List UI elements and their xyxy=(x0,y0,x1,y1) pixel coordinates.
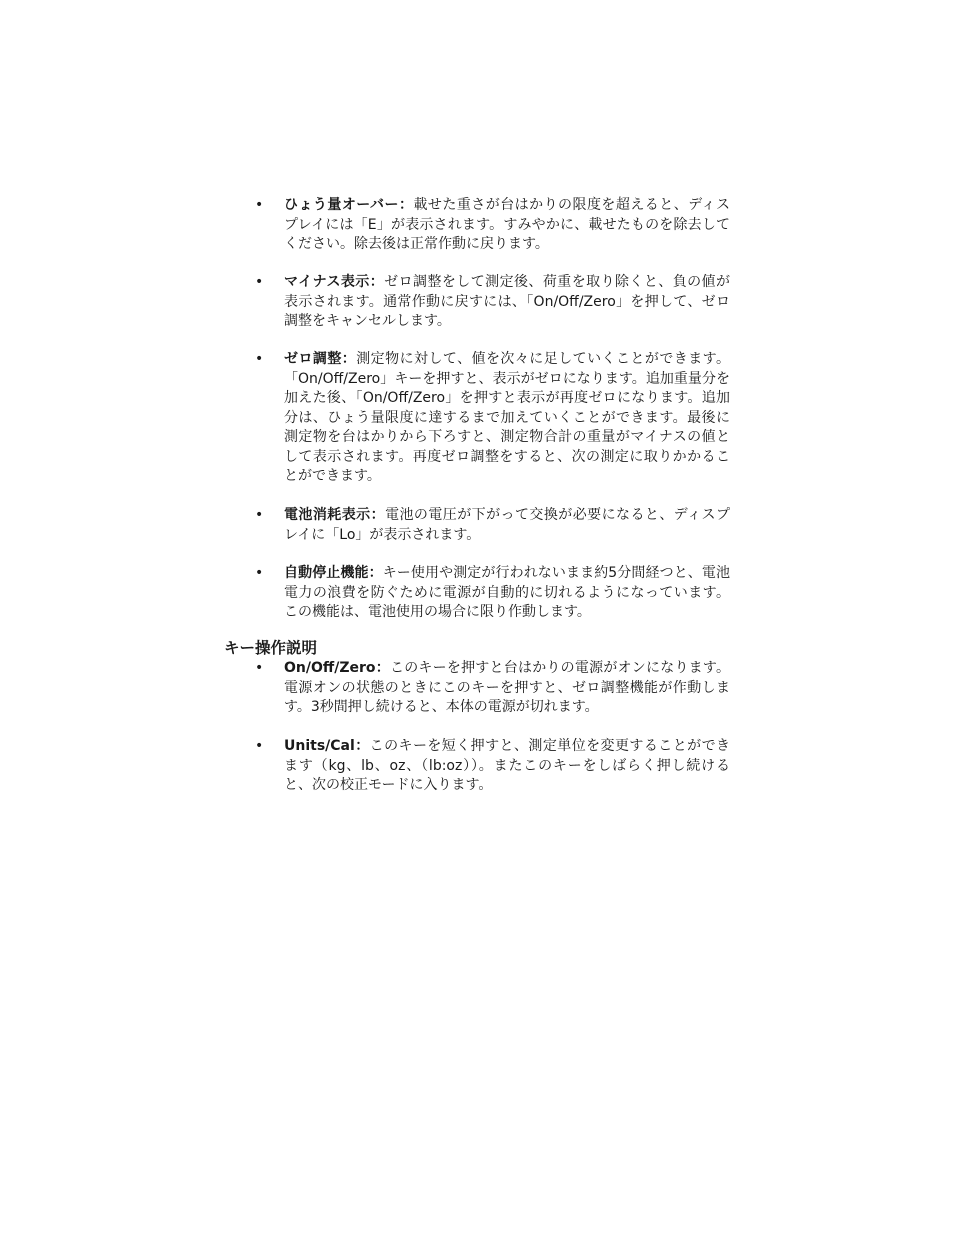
item-description xyxy=(284,506,730,545)
item-description xyxy=(284,659,730,718)
bullet: • xyxy=(255,660,264,676)
item-description xyxy=(284,273,730,332)
item-text: このキーを押すと台はかりの電源がオンになります。電源オンの状態のときにこのキーを押すと、ゼロ調整機能が作動します。3秒間押し続けると、本体の電源が切れます。 xyxy=(284,660,730,715)
bullet: • xyxy=(255,274,264,290)
item-description xyxy=(284,196,730,255)
item-term: 電池消耗表示： xyxy=(284,507,386,523)
item-text: 電池の電圧が下がって交換が必要になると、ディスプレイに「Lo」が表示されます。 xyxy=(284,507,730,543)
bullet: • xyxy=(255,565,264,581)
item-text: 測定物に対して、値を次々に足していくことができます。「On/Off/Zero」キーを押すと、表示がゼロになります。追加重量分を加えた後、「On/Off/Zero」を押すと表示が再度ゼロになります。追加分は、ひょう量限度に達するまで加えていくことができます。最後に測定物を台はかりから下ろすと、測定物合計の重量がマイナスの値として表示されます。再度ゼロ調整をすると、次の測定に取りかかることができます。 xyxy=(284,351,730,484)
bullet: • xyxy=(255,197,264,213)
item-term: 自動停止機能： xyxy=(284,565,383,581)
item-term: マイナス表示： xyxy=(284,274,385,290)
item-text: このキーを短く押すと、測定単位を変更することができます（kg、lb、oz、（lb:oz））。またこのキーをしばらく押し続けると、次の校正モードに入ります。 xyxy=(284,738,730,793)
bullet: • xyxy=(255,351,264,367)
bullet: • xyxy=(255,507,264,523)
item-text: キー使用や測定が行われないまま約5分間経つと、電池電力の浪費を防ぐために電源が自動的に切れるようになっています。この機能は、電池使用の場合に限り作動します。 xyxy=(284,565,731,620)
item-description xyxy=(284,564,730,623)
item-description xyxy=(284,737,730,796)
item-text: ゼロ調整をして測定後、荷重を取り除くと、負の値が表示されます。通常作動に戻すには、「On/Off/Zero」を押して、ゼロ調整をキャンセルします。 xyxy=(284,274,730,329)
section-heading-key-operations: キー操作説明 xyxy=(224,639,318,657)
item-term: ひょう量オーバー： xyxy=(284,197,414,213)
item-term: ゼロ調整： xyxy=(284,351,357,367)
item-term: Units/Cal： xyxy=(284,738,370,754)
item-description xyxy=(284,350,730,487)
bullet: • xyxy=(255,738,264,754)
item-term: On/Off/Zero： xyxy=(284,660,390,676)
item-text: 載せた重さが台はかりの限度を超えると、ディスプレイには「E」が表示されます。すみやかに、載せたものを除去してください。除去後は正常作動に戻ります。 xyxy=(284,197,730,252)
